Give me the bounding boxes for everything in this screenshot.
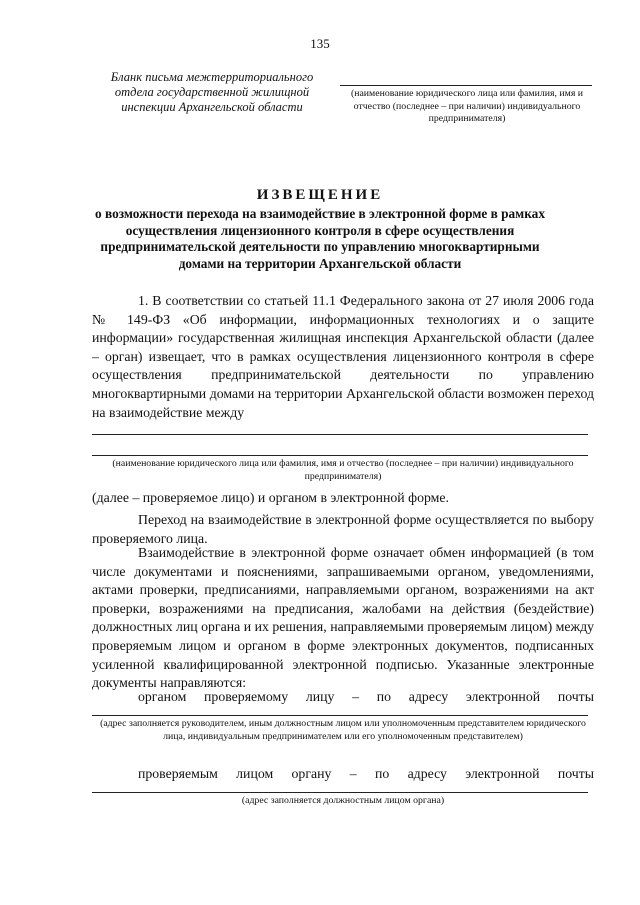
paragraph-1: 1. В соответствии со статьей 11.1 Федерального закона от 27 июля 2006 года № 149-ФЗ «Об информации, информационных технологиях и о защите информации» государственная жилищная инспекция Архангельской области (далее – орган) извещает, что в рамках осуществления лицензионного контроля в сфере осуществления предпринимательской деятельности по управлению многоквартирными домами на территории Архангельской области возможен переход на взаимодействие между xyxy=(92,293,594,420)
paragraph-1-end: (далее – проверяемое лицо) и органом в электронной форме. xyxy=(92,490,449,505)
item-2-caption: (адрес заполняется должностным лицом органа) xyxy=(241,795,445,806)
item-1-caption: (адрес заполняется руководителем, иным должностным лицом или уполномоченным представителем юридического лица, индивидуальным предпринимателем или его уполномоченным представителем) xyxy=(100,718,586,742)
item-2-email-line xyxy=(92,792,588,793)
party-caption: (наименование юридического лица или фамилия, имя и отчество (последнее – при наличии) индивидуального предпринимателя) xyxy=(112,458,574,482)
item-1: органом проверяемому лицу – по адресу электронной почты xyxy=(138,689,594,704)
item-1-email-line xyxy=(92,715,588,716)
item-2: проверяемым лицом органу – по адресу электронной почты xyxy=(138,766,594,781)
recipient-caption: (наименование юридического лица или фамилия, имя и отчество (последнее – при наличии) индивидуального предпринимателя) xyxy=(350,88,584,125)
paragraph-2: Переход на взаимодействие в электронной форме осуществляется по выбору проверяемого лица. xyxy=(92,512,594,546)
recipient-line xyxy=(340,85,592,86)
party-line-2 xyxy=(92,455,588,456)
document-subtitle: о возможности перехода на взаимодействие в электронной форме в рамках осуществления лицензионного контроля в сфере осуществления предпринимательской деятельности по управлению многоквартирными домами на территории Архангельской области xyxy=(95,206,545,271)
party-line-1 xyxy=(92,434,588,435)
paragraph-3: Взаимодействие в электронной форме означает обмен информацией (в том числе документами и пояснениями, запрашиваемыми органом, уведомлениями, актами проверки, предписаниями, направляемыми органом, возражениями на акт проверки, возражениями на предписания, жалобами на действия (бездействие) должностных лиц органа и их решения, направляемыми проверяемым лицом) между проверяемым лицом и органом в форме электронных документов, подписанных усиленной квалифицированной электронной подписью. Указанные электронные документы направляются: xyxy=(92,545,594,691)
letterhead-placeholder: Бланк письма межтерриториального отдела государственной жилищной инспекции Архангельской области xyxy=(110,70,314,114)
document-title: ИЗВЕЩЕНИЕ xyxy=(256,187,384,203)
page-number: 135 xyxy=(310,36,330,51)
